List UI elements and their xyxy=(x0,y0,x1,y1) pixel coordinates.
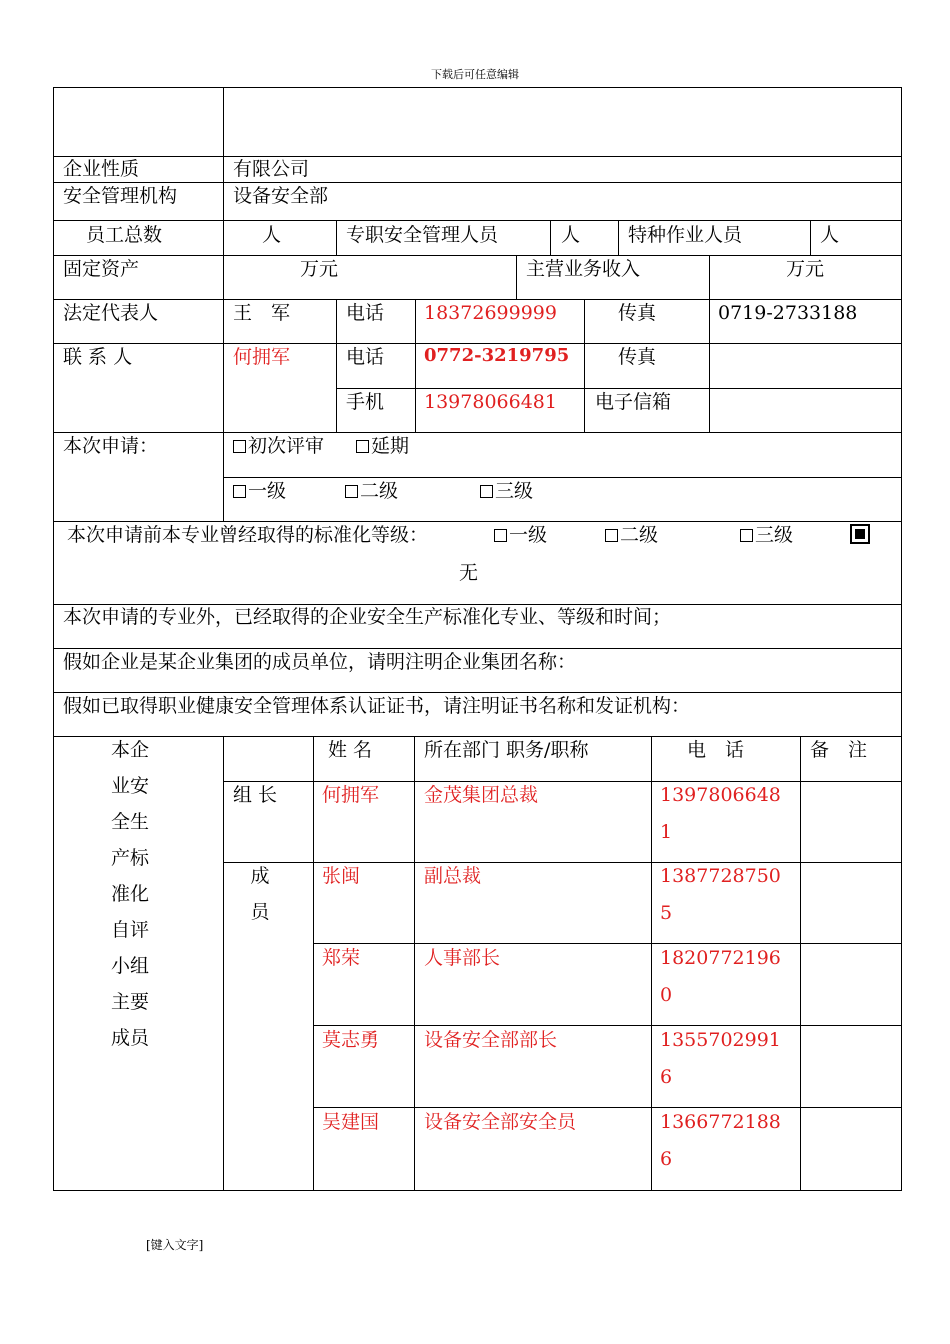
contact-fax-label: 传真 xyxy=(618,346,657,368)
col-dept-header: 所在部门 职务/职称 xyxy=(424,739,589,761)
staff-total-unit: 人 xyxy=(262,224,282,246)
cell xyxy=(223,255,517,300)
checkbox-icon xyxy=(494,529,507,542)
prev-level1-option[interactable]: 一级 xyxy=(494,524,547,547)
member-label: 成 员 xyxy=(250,865,270,923)
member-name: 莫志勇 xyxy=(322,1029,380,1051)
cell xyxy=(709,388,902,433)
contact-label: 联 系 人 xyxy=(63,346,133,368)
assets-unit: 万元 xyxy=(300,258,339,280)
leader-label: 组 长 xyxy=(233,784,278,806)
contact-mobile: 13978066481 xyxy=(424,391,557,413)
checked-box-icon xyxy=(850,524,870,544)
revenue-label: 主营业务收入 xyxy=(526,258,641,280)
col-note-header: 备 注 xyxy=(810,739,868,761)
cell xyxy=(800,943,902,1026)
member-phone-line1: 1397806648 xyxy=(660,784,781,806)
member-title: 金茂集团总裁 xyxy=(424,784,539,806)
member-name: 张闽 xyxy=(322,865,361,887)
checkbox-icon xyxy=(740,529,753,542)
cell xyxy=(223,156,902,183)
member-title: 设备安全部部长 xyxy=(424,1029,558,1051)
team-side-title: 本企 业安 全生 产标 准化 自评 小组 主要 成员 xyxy=(110,739,149,1049)
nature-value: 有限公司 xyxy=(233,158,310,180)
contact-phone: 0772-3219795 xyxy=(424,345,570,366)
member-phone-line1: 1355702991 xyxy=(660,1029,781,1051)
member-title: 副总裁 xyxy=(424,865,482,887)
apply-level1-option[interactable]: 一级 xyxy=(233,480,286,503)
member-phone-line1: 1820772196 xyxy=(660,947,781,969)
legal-rep-phone: 18372699999 xyxy=(424,302,557,324)
checkbox-icon xyxy=(345,485,358,498)
member-phone-line2: 1 xyxy=(660,821,673,843)
col-name-header: 姓 名 xyxy=(328,739,373,761)
member-title: 人事部长 xyxy=(424,947,501,969)
other-majors-text: 本次申请的专业外，已经取得的企业安全生产标准化专业、等级和时间； xyxy=(63,606,672,628)
legal-rep-fax-label: 传真 xyxy=(618,302,657,324)
checkbox-icon xyxy=(233,440,246,453)
member-phone-line2: 5 xyxy=(660,902,673,924)
checkbox-icon xyxy=(356,440,369,453)
contact-name: 何拥军 xyxy=(233,346,291,368)
safety-staff-label: 专职安全管理人员 xyxy=(346,224,499,246)
legal-rep-label: 法定代表人 xyxy=(63,302,159,324)
prev-none-label: 无 xyxy=(459,562,479,584)
apply-level2-option[interactable]: 二级 xyxy=(345,480,398,503)
prev-level2-option[interactable]: 二级 xyxy=(605,524,658,547)
contact-phone-label: 电话 xyxy=(346,346,385,368)
member-phone-line1: 1366772188 xyxy=(660,1111,781,1133)
cell xyxy=(800,862,902,944)
mobile-label: 手机 xyxy=(346,391,385,413)
assets-label: 固定资产 xyxy=(63,258,140,280)
legal-rep-fax: 0719-2733188 xyxy=(718,302,858,324)
member-phone-line2: 0 xyxy=(660,984,673,1006)
prev-level-label: 本次申请前本专业曾经取得的标准化等级： xyxy=(67,524,429,546)
group-text: 假如企业是某企业集团的成员单位，请明注明企业集团名称： xyxy=(63,651,577,673)
email-label: 电子信箱 xyxy=(595,391,672,413)
safety-staff-unit: 人 xyxy=(561,224,581,246)
staff-total-label: 员工总数 xyxy=(86,224,163,246)
special-staff-unit: 人 xyxy=(820,224,840,246)
footer-placeholder[interactable]: [键入文字] xyxy=(146,1238,204,1252)
apply-level3-option[interactable]: 三级 xyxy=(480,480,533,503)
cell xyxy=(223,432,902,478)
prev-none-checkbox[interactable] xyxy=(850,524,870,547)
member-name: 郑荣 xyxy=(322,947,361,969)
apply-label: 本次申请： xyxy=(63,435,159,457)
member-name: 何拥军 xyxy=(322,784,380,806)
cell xyxy=(800,1025,902,1108)
special-staff-label: 特种作业人员 xyxy=(628,224,743,246)
org-value: 设备安全部 xyxy=(233,185,329,207)
member-title: 设备安全部安全员 xyxy=(424,1111,577,1133)
legal-rep-phone-label: 电话 xyxy=(346,302,385,324)
cell xyxy=(800,781,902,863)
apply-extend-option[interactable]: 延期 xyxy=(356,435,409,458)
member-phone-line2: 6 xyxy=(660,1148,673,1170)
revenue-unit: 万元 xyxy=(786,258,825,280)
cell xyxy=(53,87,224,157)
legal-rep-name: 王 军 xyxy=(233,302,291,324)
col-phone-header: 电 话 xyxy=(687,739,745,761)
cell xyxy=(223,477,902,522)
nature-label: 企业性质 xyxy=(63,158,140,180)
cell xyxy=(223,87,902,157)
cert-text: 假如已取得职业健康安全管理体系认证证书，请注明证书名称和发证机构： xyxy=(63,695,691,717)
page-header-note: 下载后可任意编辑 xyxy=(431,68,519,81)
cell xyxy=(800,1107,902,1191)
checkbox-icon xyxy=(605,529,618,542)
member-name: 吴建国 xyxy=(322,1111,380,1133)
prev-level3-option[interactable]: 三级 xyxy=(740,524,793,547)
checkbox-icon xyxy=(480,485,493,498)
checkbox-icon xyxy=(233,485,246,498)
cell xyxy=(223,736,314,782)
cell xyxy=(709,343,902,389)
member-phone-line1: 1387728750 xyxy=(660,865,781,887)
apply-first-option[interactable]: 初次评审 xyxy=(233,435,324,458)
member-phone-line2: 6 xyxy=(660,1066,673,1088)
org-label: 安全管理机构 xyxy=(63,185,178,207)
